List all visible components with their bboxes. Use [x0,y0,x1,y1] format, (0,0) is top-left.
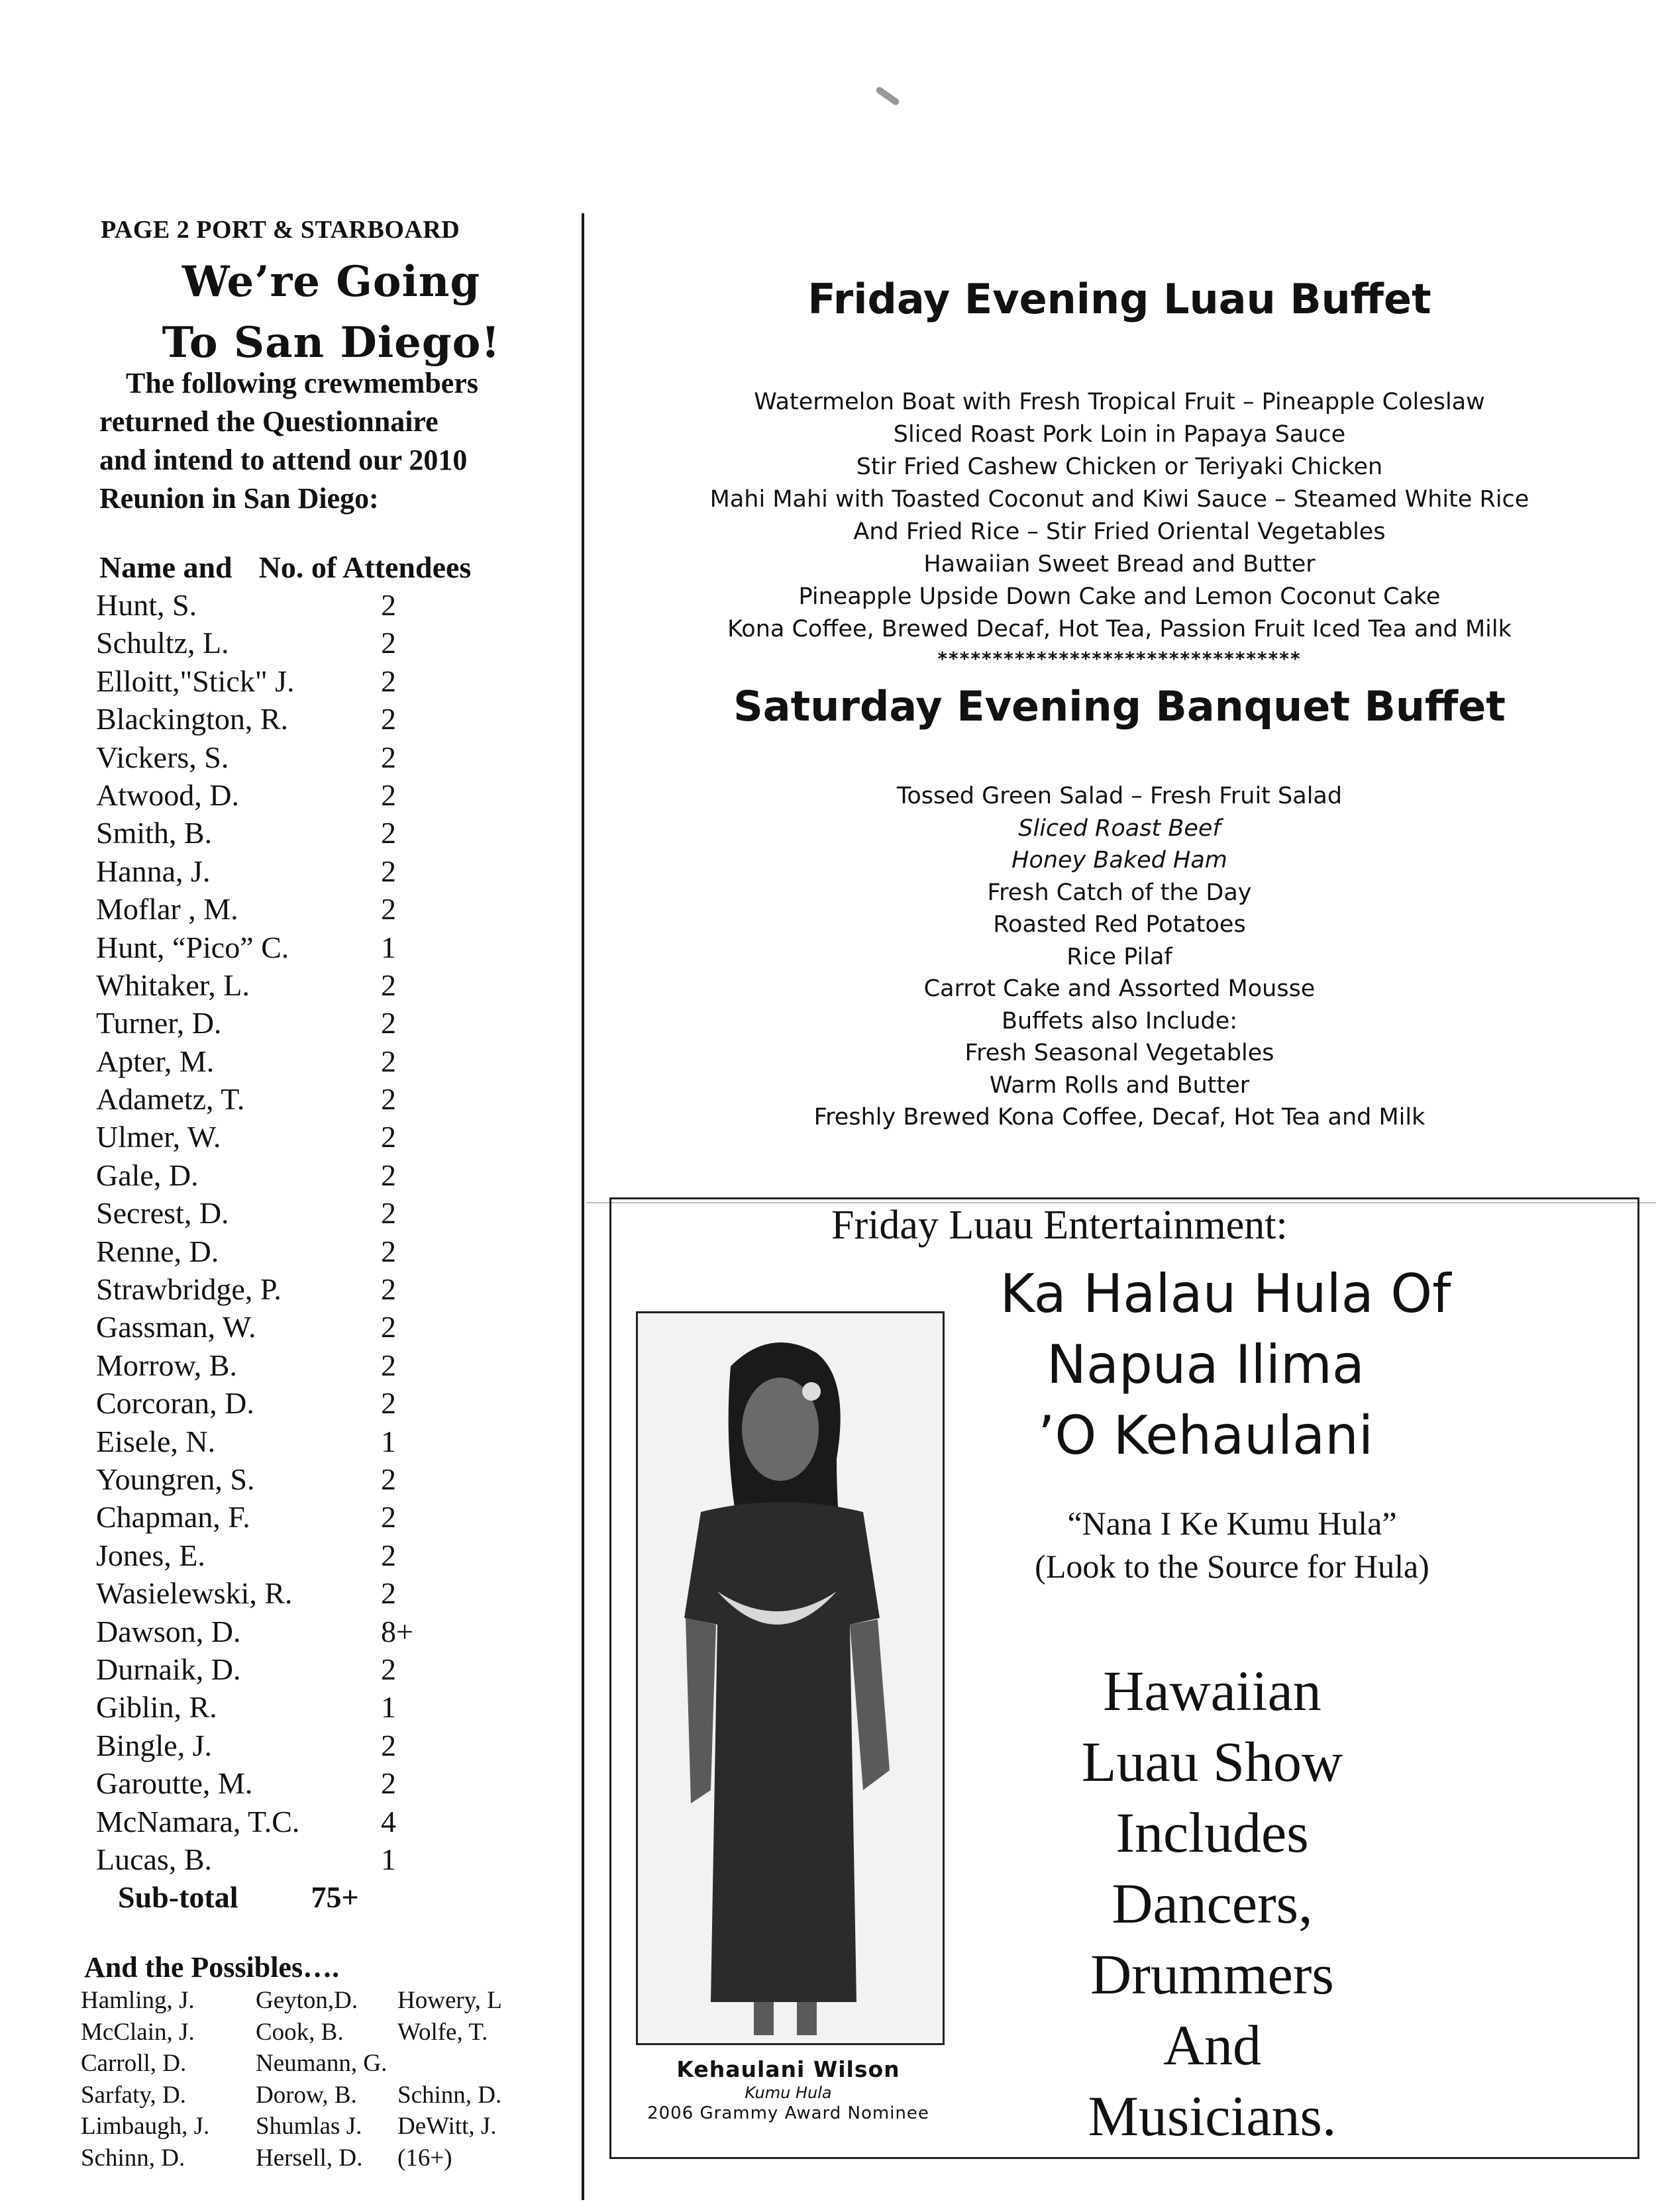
attendee-name: Morrow, B. [96,1348,237,1382]
menu-separator: ********************************* [937,648,1302,670]
attendee-row [96,1080,507,1118]
attendee-count: 1 [381,1690,396,1725]
attendee-row [96,1118,507,1156]
group-line: Ka Halau Hula Of [1000,1263,1451,1325]
attendee-name: Whitaker, L. [96,968,250,1002]
attendee-count: 2 [381,702,396,736]
attendee-row [96,1803,507,1840]
attendee-name: Lucas, B. [96,1842,213,1876]
attendee-row [96,738,507,776]
possible-name: Schinn, D. [81,2144,185,2172]
group-line: Napua Ilima [1047,1334,1365,1395]
attendee-count: 1 [381,930,396,964]
attendee-name: Vickers, S. [96,740,229,774]
attendee-count: 2 [381,1652,396,1686]
friday-menu-item: And Fried Rice – Stir Fried Oriental Vegetables [853,519,1386,545]
show-line: Hawaiian [1103,1659,1321,1723]
attendee-name: Gassman, W. [96,1310,256,1344]
group-line: ’O Kehaulani [1037,1405,1374,1466]
attendee-count: 2 [381,1386,396,1421]
attendee-row [96,1650,507,1688]
possibles-heading: And the Possibles…. [84,1951,340,1984]
attendee-count: 2 [381,1044,396,1078]
name-column-header: Name and [99,550,233,584]
friday-menu-item: Mahi Mahi with Toasted Coconut and Kiwi Sauce – Steamed White Rice [709,486,1529,513]
page-title-line-1: We’re Going [181,257,481,307]
attendee-name: Garoutte, M. [96,1766,253,1801]
attendee-name: Blackington, R. [96,702,289,736]
saturday-menu-item: Tossed Green Salad – Fresh Fruit Salad [896,783,1343,809]
count-column-header: No. of Attendees [258,550,472,584]
possible-name: Limbaugh, J. [81,2113,210,2140]
attendee-count: 2 [381,778,396,812]
attendee-row [96,1423,507,1460]
attendee-count: 2 [381,664,396,698]
column-divider [582,213,584,2200]
attendee-row [96,1232,507,1270]
attendee-count: 2 [381,1500,396,1534]
friday-menu-item: Hawaiian Sweet Bread and Butter [923,551,1316,578]
friday-menu-title: Friday Evening Luau Buffet [807,275,1431,323]
quote-text: “Nana I Ke Kumu Hula” [1067,1505,1397,1542]
intro-line: returned the Questionnaire [99,405,439,438]
attendee-row [96,929,507,966]
subtotal-label: Sub-total [118,1880,238,1914]
attendee-row [96,624,507,662]
show-line: Luau Show [1081,1730,1343,1793]
attendee-count: 2 [381,854,396,888]
attendee-row [96,1498,507,1536]
attendee-row [96,1688,507,1726]
attendee-name: Chapman, F. [96,1500,250,1534]
show-line: And [1163,2013,1262,2077]
saturday-menu-item: Warm Rolls and Butter [989,1072,1250,1099]
attendee-name: Eisele, N. [96,1424,216,1458]
intro-line: The following crewmembers [126,367,478,399]
attendee-row [96,1308,507,1346]
possible-name: Geyton,D. [256,1987,358,2014]
attendee-name: Strawbridge, P. [96,1272,282,1307]
attendee-count: 1 [381,1842,396,1876]
saturday-menu-item: Sliced Roast Beef [1018,815,1221,842]
saturday-menu-item: Carrot Cake and Assorted Mousse [923,976,1316,1002]
attendee-row [96,1042,507,1080]
attendee-row [96,1764,507,1802]
saturday-menu-items [596,780,1643,1134]
attendee-row [96,890,507,928]
hula-group-name [921,1258,1490,1471]
friday-menu-item: Watermelon Boat with Fresh Tropical Fruit – Pineapple Coleslaw [754,389,1485,415]
attendee-row [96,1840,507,1878]
attendee-count: 2 [381,740,396,774]
page-label: PAGE 2 PORT & STARBOARD [101,216,460,244]
attendee-count: 2 [381,1272,396,1307]
attendee-name: Ulmer, W. [96,1120,221,1154]
attendee-name: Schultz, L. [96,626,229,660]
attendee-count: 2 [381,1234,396,1268]
possible-name: Carroll, D. [81,2050,187,2077]
possible-name: Howery, L [397,1987,502,2014]
intro-line: Reunion in San Diego: [99,482,379,515]
attendee-name: Youngren, S. [96,1462,255,1496]
photo-caption [623,2056,954,2123]
attendee-count: 2 [381,816,396,850]
attendee-name: Secrest, D. [96,1196,229,1231]
attendee-row [96,1727,507,1764]
attendee-count: 2 [381,1576,396,1611]
attendee-count: 2 [381,1158,396,1192]
attendee-name: Dawson, D. [96,1614,241,1648]
attendee-row [96,1536,507,1574]
subtotal-row [118,1880,359,1915]
friday-menu-title-wrap [596,275,1643,323]
attendee-count: 2 [381,588,396,622]
attendee-row [96,662,507,700]
attendee-count: 2 [381,1348,396,1382]
attendee-name: Smith, B. [96,816,213,850]
saturday-menu-item: Rice Pilaf [1066,943,1172,970]
hula-quote [974,1502,1490,1588]
page-title-line-2: To San Diego! [162,318,501,368]
attendee-name: Durnaik, D. [96,1652,241,1686]
attendee-name: Bingle, J. [96,1728,213,1762]
attendee-name: McNamara, T.C. [96,1804,300,1838]
attendee-count: 2 [381,892,396,927]
attendee-count: 2 [381,968,396,1002]
saturday-menu-item: Buffets also Include: [1001,1007,1238,1034]
attendee-name: Giblin, R. [96,1690,217,1725]
possible-name: Shumlas J. [256,2113,362,2140]
show-line: Musicians. [1088,2084,1337,2148]
possible-name: Hamling, J. [81,1987,195,2014]
attendee-name: Elloitt,"Stick" J. [96,664,295,698]
attendee-count: 2 [381,626,396,660]
attendee-row [96,1574,507,1612]
attendee-row [96,1613,507,1650]
attendee-name: Wasielewski, R. [96,1576,293,1611]
attendee-name: Hunt, “Pico” C. [96,930,289,964]
friday-menu-item: Kona Coffee, Brewed Decaf, Hot Tea, Passion Fruit Iced Tea and Milk [727,616,1512,642]
attendee-count: 2 [381,1310,396,1344]
attendee-row [96,776,507,814]
attendee-count: 2 [381,1538,396,1572]
attendee-name: Turner, D. [96,1006,222,1040]
saturday-menu-title-wrap [596,682,1643,730]
attendee-name: Hanna, J. [96,854,211,888]
attendee-name: Hunt, S. [96,588,197,622]
attendee-name: Gale, D. [96,1158,199,1192]
attendee-row [96,814,507,852]
dancer-portrait-image [638,1313,943,2043]
saturday-menu-item: Roasted Red Potatoes [993,911,1246,938]
attendee-count: 2 [381,1196,396,1231]
possible-name: Cook, B. [256,2018,344,2046]
saturday-menu-item: Fresh Catch of the Day [987,879,1252,906]
attendee-count: 2 [381,1462,396,1496]
possible-name: Sarfaty, D. [81,2081,186,2109]
possible-name: McClain, J. [81,2018,195,2046]
attendee-row [96,1004,507,1042]
caption-role: Kumu Hula [745,2084,832,2102]
saturday-menu-item: Honey Baked Ham [1011,847,1227,874]
intro-paragraph [99,364,576,518]
possible-name: Neumann, G. [256,2050,388,2077]
attendee-count: 2 [381,1006,396,1040]
attendee-name: Renne, D. [96,1234,219,1268]
subtotal-value: 75+ [311,1880,359,1914]
attendee-row [96,1346,507,1384]
possible-name: Hersell, D. [256,2144,363,2172]
scan-speck [875,85,901,106]
attendee-row [96,586,507,624]
attendee-name: Adametz, T. [96,1082,245,1117]
page-title [99,252,563,374]
attendee-list [96,586,507,1878]
attendee-name: Moflar , M. [96,892,238,927]
friday-menu-item: Stir Fried Cashew Chicken or Teriyaki Chicken [856,454,1383,480]
friday-menu-item: Sliced Roast Pork Loin in Papaya Sauce [893,421,1346,448]
attendee-count: 2 [381,1120,396,1154]
friday-menu-items [596,386,1643,646]
attendee-row [96,1270,507,1308]
luau-show-description [1027,1656,1398,2152]
attendee-count: 2 [381,1728,396,1762]
saturday-menu-item: Freshly Brewed Kona Coffee, Decaf, Hot Tea and Milk [813,1104,1425,1131]
entertainment-title: Friday Luau Entertainment: [831,1203,1288,1248]
attendee-row [96,966,507,1004]
saturday-menu-title: Saturday Evening Banquet Buffet [733,682,1506,730]
friday-menu-item: Pineapple Upside Down Cake and Lemon Coconut Cake [798,583,1441,610]
attendee-row [96,700,507,738]
caption-award: 2006 Grammy Award Nominee [647,2103,929,2123]
attendee-column-headers [99,550,471,585]
attendee-row [96,1384,507,1422]
possible-name: Wolfe, T. [397,2018,488,2046]
caption-name: Kehaulani Wilson [676,2056,900,2082]
attendee-row [96,852,507,890]
attendee-name: Jones, E. [96,1538,205,1572]
show-line: Drummers [1090,1942,1334,2006]
attendee-name: Atwood, D. [96,778,239,812]
attendee-count: 2 [381,1082,396,1117]
attendee-count: 2 [381,1766,396,1801]
attendee-row [96,1460,507,1498]
possible-name: Schinn, D. [397,2081,502,2109]
attendee-row [96,1194,507,1232]
attendee-count: 4 [381,1804,396,1838]
possible-name: DeWitt, J. [397,2113,497,2140]
attendee-name: Corcoran, D. [96,1386,254,1421]
attendee-name: Apter, M. [96,1044,215,1078]
show-line: Includes [1115,1801,1309,1864]
quote-translation: (Look to the Source for Hula) [1035,1548,1429,1585]
attendee-count: 8+ [381,1614,413,1648]
possible-name: (16+) [397,2144,452,2172]
intro-line: and intend to attend our 2010 [99,444,468,476]
attendee-count: 1 [381,1424,396,1458]
saturday-menu-item: Fresh Seasonal Vegetables [964,1040,1274,1066]
possible-name: Dorow, B. [256,2081,357,2109]
show-line: Dancers, [1112,1872,1313,1935]
dancer-photo [636,1311,945,2045]
attendee-row [96,1156,507,1194]
